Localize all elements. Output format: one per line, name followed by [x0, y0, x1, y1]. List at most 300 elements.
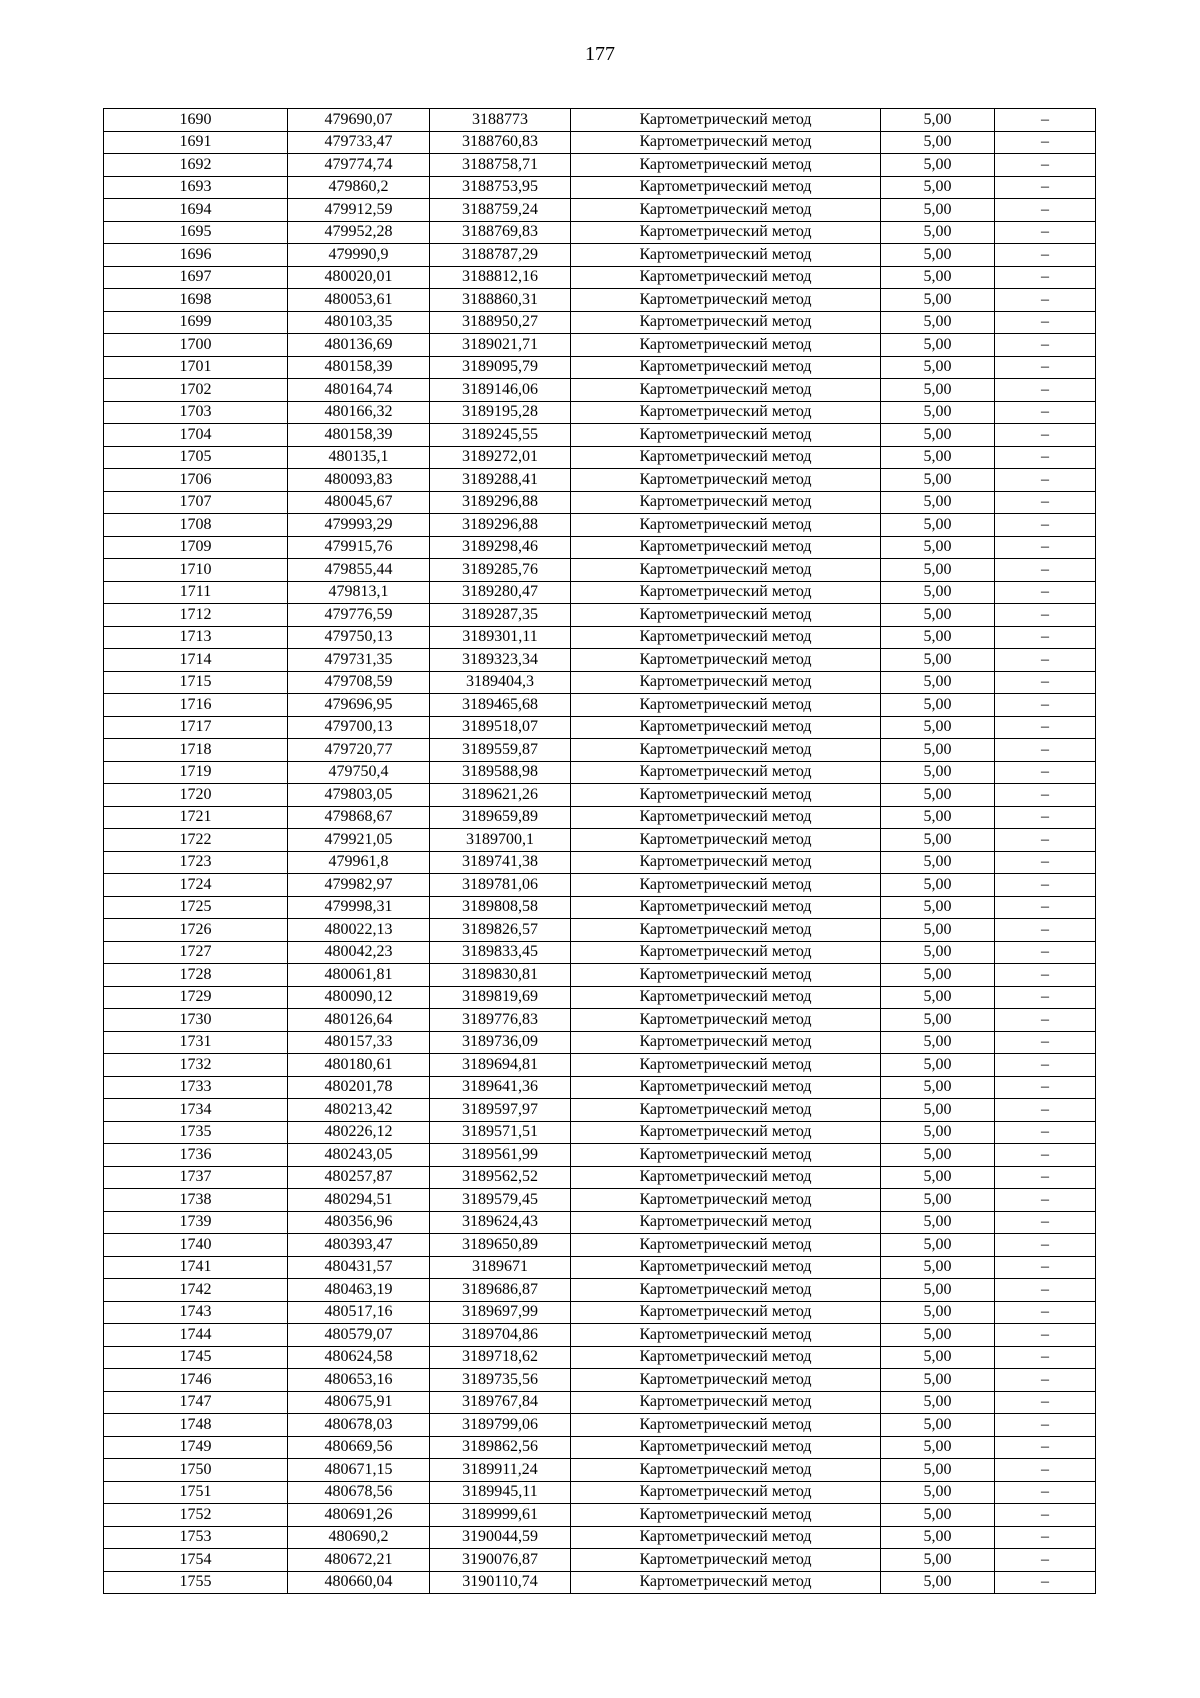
method-cell: Картометрический метод [571, 176, 881, 199]
accuracy-cell: 5,00 [881, 874, 995, 897]
method-cell: Картометрический метод [571, 1234, 881, 1257]
note-cell: – [995, 1571, 1096, 1594]
note-cell: – [995, 1076, 1096, 1099]
y-coordinate-cell: 3189021,71 [430, 334, 571, 357]
x-coordinate-cell: 479690,07 [288, 109, 430, 132]
accuracy-cell: 5,00 [881, 1279, 995, 1302]
accuracy-cell: 5,00 [881, 1481, 995, 1504]
method-cell: Картометрический метод [571, 1009, 881, 1032]
note-cell: – [995, 536, 1096, 559]
table-row [104, 1256, 1096, 1279]
y-coordinate-cell: 3189095,79 [430, 356, 571, 379]
table-row [104, 829, 1096, 852]
table-row [104, 626, 1096, 649]
note-cell: – [995, 1054, 1096, 1077]
method-cell: Картометрический метод [571, 244, 881, 267]
method-cell: Картометрический метод [571, 1414, 881, 1437]
y-coordinate-cell: 3189735,56 [430, 1369, 571, 1392]
point-number-cell: 1745 [104, 1346, 288, 1369]
x-coordinate-cell: 480201,78 [288, 1076, 430, 1099]
method-cell: Картометрический метод [571, 1211, 881, 1234]
table-row [104, 761, 1096, 784]
note-cell: – [995, 851, 1096, 874]
note-cell: – [995, 1459, 1096, 1482]
table-row [104, 1121, 1096, 1144]
point-number-cell: 1728 [104, 964, 288, 987]
note-cell: – [995, 716, 1096, 739]
accuracy-cell: 5,00 [881, 829, 995, 852]
method-cell: Картометрический метод [571, 581, 881, 604]
table-row [104, 289, 1096, 312]
accuracy-cell: 5,00 [881, 1369, 995, 1392]
accuracy-cell: 5,00 [881, 536, 995, 559]
point-number-cell: 1713 [104, 626, 288, 649]
point-number-cell: 1733 [104, 1076, 288, 1099]
x-coordinate-cell: 479855,44 [288, 559, 430, 582]
method-cell: Картометрический метод [571, 1571, 881, 1594]
method-cell: Картометрический метод [571, 1436, 881, 1459]
method-cell: Картометрический метод [571, 131, 881, 154]
y-coordinate-cell: 3189296,88 [430, 491, 571, 514]
table-row [104, 446, 1096, 469]
point-number-cell: 1719 [104, 761, 288, 784]
accuracy-cell: 5,00 [881, 154, 995, 177]
note-cell: – [995, 919, 1096, 942]
x-coordinate-cell: 480653,16 [288, 1369, 430, 1392]
x-coordinate-cell: 480671,15 [288, 1459, 430, 1482]
x-coordinate-cell: 480579,07 [288, 1324, 430, 1347]
table-row [104, 424, 1096, 447]
table-row [104, 536, 1096, 559]
method-cell: Картометрический метод [571, 1256, 881, 1279]
table-row [104, 874, 1096, 897]
accuracy-cell: 5,00 [881, 109, 995, 132]
method-cell: Картометрический метод [571, 919, 881, 942]
accuracy-cell: 5,00 [881, 986, 995, 1009]
accuracy-cell: 5,00 [881, 784, 995, 807]
table-row [104, 694, 1096, 717]
x-coordinate-cell: 479860,2 [288, 176, 430, 199]
point-number-cell: 1738 [104, 1189, 288, 1212]
note-cell: – [995, 1144, 1096, 1167]
x-coordinate-cell: 480164,74 [288, 379, 430, 402]
table-row [104, 1234, 1096, 1257]
table-row [104, 1391, 1096, 1414]
y-coordinate-cell: 3188787,29 [430, 244, 571, 267]
note-cell: – [995, 1414, 1096, 1437]
coordinates-table [103, 108, 1096, 1594]
note-cell: – [995, 1324, 1096, 1347]
accuracy-cell: 5,00 [881, 1324, 995, 1347]
x-coordinate-cell: 480257,87 [288, 1166, 430, 1189]
note-cell: – [995, 1211, 1096, 1234]
y-coordinate-cell: 3188769,83 [430, 221, 571, 244]
method-cell: Картометрический метод [571, 266, 881, 289]
y-coordinate-cell: 3189826,57 [430, 919, 571, 942]
accuracy-cell: 5,00 [881, 761, 995, 784]
y-coordinate-cell: 3188812,16 [430, 266, 571, 289]
x-coordinate-cell: 479921,05 [288, 829, 430, 852]
y-coordinate-cell: 3189697,99 [430, 1301, 571, 1324]
table-row [104, 1301, 1096, 1324]
table-row [104, 806, 1096, 829]
y-coordinate-cell: 3189272,01 [430, 446, 571, 469]
table-row [104, 739, 1096, 762]
x-coordinate-cell: 480624,58 [288, 1346, 430, 1369]
point-number-cell: 1732 [104, 1054, 288, 1077]
table-row [104, 491, 1096, 514]
point-number-cell: 1729 [104, 986, 288, 1009]
method-cell: Картометрический метод [571, 446, 881, 469]
table-row [104, 266, 1096, 289]
y-coordinate-cell: 3189285,76 [430, 559, 571, 582]
point-number-cell: 1739 [104, 1211, 288, 1234]
accuracy-cell: 5,00 [881, 941, 995, 964]
method-cell: Картометрический метод [571, 604, 881, 627]
accuracy-cell: 5,00 [881, 356, 995, 379]
point-number-cell: 1742 [104, 1279, 288, 1302]
note-cell: – [995, 964, 1096, 987]
note-cell: – [995, 311, 1096, 334]
accuracy-cell: 5,00 [881, 1099, 995, 1122]
note-cell: – [995, 244, 1096, 267]
x-coordinate-cell: 480669,56 [288, 1436, 430, 1459]
point-number-cell: 1735 [104, 1121, 288, 1144]
x-coordinate-cell: 479803,05 [288, 784, 430, 807]
table-row [104, 1414, 1096, 1437]
accuracy-cell: 5,00 [881, 1166, 995, 1189]
table-row [104, 154, 1096, 177]
x-coordinate-cell: 480678,03 [288, 1414, 430, 1437]
accuracy-cell: 5,00 [881, 379, 995, 402]
method-cell: Картометрический метод [571, 1166, 881, 1189]
table-row [104, 1144, 1096, 1167]
method-cell: Картометрический метод [571, 491, 881, 514]
y-coordinate-cell: 3189323,34 [430, 649, 571, 672]
point-number-cell: 1704 [104, 424, 288, 447]
x-coordinate-cell: 480393,47 [288, 1234, 430, 1257]
x-coordinate-cell: 480157,33 [288, 1031, 430, 1054]
table-row [104, 671, 1096, 694]
point-number-cell: 1731 [104, 1031, 288, 1054]
x-coordinate-cell: 480243,05 [288, 1144, 430, 1167]
note-cell: – [995, 1369, 1096, 1392]
point-number-cell: 1736 [104, 1144, 288, 1167]
point-number-cell: 1721 [104, 806, 288, 829]
y-coordinate-cell: 3189945,11 [430, 1481, 571, 1504]
x-coordinate-cell: 480103,35 [288, 311, 430, 334]
method-cell: Картометрический метод [571, 1279, 881, 1302]
accuracy-cell: 5,00 [881, 716, 995, 739]
point-number-cell: 1703 [104, 401, 288, 424]
y-coordinate-cell: 3189700,1 [430, 829, 571, 852]
accuracy-cell: 5,00 [881, 559, 995, 582]
coordinates-table-body [104, 109, 1096, 1594]
note-cell: – [995, 1256, 1096, 1279]
y-coordinate-cell: 3188773 [430, 109, 571, 132]
accuracy-cell: 5,00 [881, 1526, 995, 1549]
note-cell: – [995, 941, 1096, 964]
note-cell: – [995, 1009, 1096, 1032]
accuracy-cell: 5,00 [881, 1301, 995, 1324]
method-cell: Картометрический метод [571, 626, 881, 649]
accuracy-cell: 5,00 [881, 694, 995, 717]
point-number-cell: 1691 [104, 131, 288, 154]
method-cell: Картометрический метод [571, 806, 881, 829]
y-coordinate-cell: 3189559,87 [430, 739, 571, 762]
point-number-cell: 1734 [104, 1099, 288, 1122]
method-cell: Картометрический метод [571, 784, 881, 807]
method-cell: Картометрический метод [571, 424, 881, 447]
table-row [104, 221, 1096, 244]
point-number-cell: 1709 [104, 536, 288, 559]
table-row [104, 784, 1096, 807]
note-cell: – [995, 1031, 1096, 1054]
x-coordinate-cell: 480045,67 [288, 491, 430, 514]
x-coordinate-cell: 480660,04 [288, 1571, 430, 1594]
x-coordinate-cell: 479982,97 [288, 874, 430, 897]
table-row [104, 964, 1096, 987]
table-row [104, 1571, 1096, 1594]
x-coordinate-cell: 479696,95 [288, 694, 430, 717]
y-coordinate-cell: 3189301,11 [430, 626, 571, 649]
accuracy-cell: 5,00 [881, 1144, 995, 1167]
point-number-cell: 1723 [104, 851, 288, 874]
accuracy-cell: 5,00 [881, 1031, 995, 1054]
point-number-cell: 1690 [104, 109, 288, 132]
note-cell: – [995, 626, 1096, 649]
method-cell: Картометрический метод [571, 1526, 881, 1549]
point-number-cell: 1696 [104, 244, 288, 267]
point-number-cell: 1707 [104, 491, 288, 514]
x-coordinate-cell: 479912,59 [288, 199, 430, 222]
note-cell: – [995, 334, 1096, 357]
point-number-cell: 1702 [104, 379, 288, 402]
x-coordinate-cell: 480020,01 [288, 266, 430, 289]
page-number: 177 [585, 43, 615, 65]
table-row [104, 986, 1096, 1009]
table-row [104, 401, 1096, 424]
method-cell: Картометрический метод [571, 716, 881, 739]
y-coordinate-cell: 3190076,87 [430, 1549, 571, 1572]
x-coordinate-cell: 479813,1 [288, 581, 430, 604]
y-coordinate-cell: 3189287,35 [430, 604, 571, 627]
accuracy-cell: 5,00 [881, 1009, 995, 1032]
y-coordinate-cell: 3189650,89 [430, 1234, 571, 1257]
point-number-cell: 1730 [104, 1009, 288, 1032]
note-cell: – [995, 109, 1096, 132]
note-cell: – [995, 469, 1096, 492]
x-coordinate-cell: 480690,2 [288, 1526, 430, 1549]
accuracy-cell: 5,00 [881, 176, 995, 199]
note-cell: – [995, 1234, 1096, 1257]
point-number-cell: 1749 [104, 1436, 288, 1459]
x-coordinate-cell: 480136,69 [288, 334, 430, 357]
table-row [104, 1549, 1096, 1572]
accuracy-cell: 5,00 [881, 1346, 995, 1369]
x-coordinate-cell: 479700,13 [288, 716, 430, 739]
method-cell: Картометрический метод [571, 199, 881, 222]
note-cell: – [995, 581, 1096, 604]
x-coordinate-cell: 479720,77 [288, 739, 430, 762]
point-number-cell: 1705 [104, 446, 288, 469]
y-coordinate-cell: 3189741,38 [430, 851, 571, 874]
accuracy-cell: 5,00 [881, 604, 995, 627]
note-cell: – [995, 896, 1096, 919]
method-cell: Картометрический метод [571, 1459, 881, 1482]
point-number-cell: 1741 [104, 1256, 288, 1279]
point-number-cell: 1708 [104, 514, 288, 537]
method-cell: Картометрический метод [571, 1391, 881, 1414]
table-row [104, 1459, 1096, 1482]
point-number-cell: 1718 [104, 739, 288, 762]
accuracy-cell: 5,00 [881, 1256, 995, 1279]
point-number-cell: 1695 [104, 221, 288, 244]
point-number-cell: 1710 [104, 559, 288, 582]
note-cell: – [995, 671, 1096, 694]
table-row [104, 469, 1096, 492]
note-cell: – [995, 784, 1096, 807]
y-coordinate-cell: 3189736,09 [430, 1031, 571, 1054]
method-cell: Картометрический метод [571, 559, 881, 582]
accuracy-cell: 5,00 [881, 1076, 995, 1099]
accuracy-cell: 5,00 [881, 311, 995, 334]
note-cell: – [995, 1526, 1096, 1549]
x-coordinate-cell: 480691,26 [288, 1504, 430, 1527]
y-coordinate-cell: 3189588,98 [430, 761, 571, 784]
x-coordinate-cell: 479868,67 [288, 806, 430, 829]
accuracy-cell: 5,00 [881, 1414, 995, 1437]
y-coordinate-cell: 3189686,87 [430, 1279, 571, 1302]
point-number-cell: 1714 [104, 649, 288, 672]
accuracy-cell: 5,00 [881, 424, 995, 447]
point-number-cell: 1699 [104, 311, 288, 334]
table-row [104, 1054, 1096, 1077]
table-row [104, 941, 1096, 964]
y-coordinate-cell: 3188950,27 [430, 311, 571, 334]
x-coordinate-cell: 479998,31 [288, 896, 430, 919]
table-row [104, 1346, 1096, 1369]
table-row [104, 356, 1096, 379]
accuracy-cell: 5,00 [881, 1234, 995, 1257]
table-row [104, 1324, 1096, 1347]
table-row [104, 1031, 1096, 1054]
y-coordinate-cell: 3189808,58 [430, 896, 571, 919]
note-cell: – [995, 1121, 1096, 1144]
x-coordinate-cell: 480042,23 [288, 941, 430, 964]
note-cell: – [995, 1279, 1096, 1302]
y-coordinate-cell: 3189704,86 [430, 1324, 571, 1347]
x-coordinate-cell: 480517,16 [288, 1301, 430, 1324]
y-coordinate-cell: 3189641,36 [430, 1076, 571, 1099]
method-cell: Картометрический метод [571, 649, 881, 672]
note-cell: – [995, 1504, 1096, 1527]
method-cell: Картометрический метод [571, 739, 881, 762]
method-cell: Картометрический метод [571, 761, 881, 784]
point-number-cell: 1724 [104, 874, 288, 897]
y-coordinate-cell: 3188753,95 [430, 176, 571, 199]
y-coordinate-cell: 3189911,24 [430, 1459, 571, 1482]
x-coordinate-cell: 480053,61 [288, 289, 430, 312]
x-coordinate-cell: 479731,35 [288, 649, 430, 672]
point-number-cell: 1754 [104, 1549, 288, 1572]
x-coordinate-cell: 480166,32 [288, 401, 430, 424]
x-coordinate-cell: 480678,56 [288, 1481, 430, 1504]
x-coordinate-cell: 480061,81 [288, 964, 430, 987]
accuracy-cell: 5,00 [881, 649, 995, 672]
note-cell: – [995, 446, 1096, 469]
table-row [104, 334, 1096, 357]
note-cell: – [995, 1549, 1096, 1572]
x-coordinate-cell: 479708,59 [288, 671, 430, 694]
method-cell: Картометрический метод [571, 851, 881, 874]
note-cell: – [995, 1301, 1096, 1324]
table-row [104, 514, 1096, 537]
x-coordinate-cell: 480356,96 [288, 1211, 430, 1234]
accuracy-cell: 5,00 [881, 1391, 995, 1414]
table-row [104, 1076, 1096, 1099]
y-coordinate-cell: 3188860,31 [430, 289, 571, 312]
note-cell: – [995, 199, 1096, 222]
point-number-cell: 1755 [104, 1571, 288, 1594]
y-coordinate-cell: 3189296,88 [430, 514, 571, 537]
accuracy-cell: 5,00 [881, 1459, 995, 1482]
accuracy-cell: 5,00 [881, 491, 995, 514]
note-cell: – [995, 1166, 1096, 1189]
y-coordinate-cell: 3189597,97 [430, 1099, 571, 1122]
point-number-cell: 1698 [104, 289, 288, 312]
note-cell: – [995, 986, 1096, 1009]
y-coordinate-cell: 3188760,83 [430, 131, 571, 154]
y-coordinate-cell: 3189465,68 [430, 694, 571, 717]
note-cell: – [995, 1346, 1096, 1369]
note-cell: – [995, 559, 1096, 582]
table-row [104, 649, 1096, 672]
method-cell: Картометрический метод [571, 694, 881, 717]
point-number-cell: 1701 [104, 356, 288, 379]
accuracy-cell: 5,00 [881, 581, 995, 604]
y-coordinate-cell: 3189621,26 [430, 784, 571, 807]
x-coordinate-cell: 480090,12 [288, 986, 430, 1009]
y-coordinate-cell: 3190110,74 [430, 1571, 571, 1594]
y-coordinate-cell: 3189659,89 [430, 806, 571, 829]
y-coordinate-cell: 3189245,55 [430, 424, 571, 447]
table-row [104, 581, 1096, 604]
point-number-cell: 1717 [104, 716, 288, 739]
method-cell: Картометрический метод [571, 1301, 881, 1324]
method-cell: Картометрический метод [571, 1031, 881, 1054]
accuracy-cell: 5,00 [881, 131, 995, 154]
table-row [104, 311, 1096, 334]
method-cell: Картометрический метод [571, 1481, 881, 1504]
note-cell: – [995, 1436, 1096, 1459]
table-row [104, 559, 1096, 582]
method-cell: Картометрический метод [571, 941, 881, 964]
table-row [104, 896, 1096, 919]
y-coordinate-cell: 3189819,69 [430, 986, 571, 1009]
note-cell: – [995, 806, 1096, 829]
accuracy-cell: 5,00 [881, 1121, 995, 1144]
note-cell: – [995, 379, 1096, 402]
note-cell: – [995, 154, 1096, 177]
method-cell: Картометрический метод [571, 1099, 881, 1122]
note-cell: – [995, 514, 1096, 537]
table-row [104, 1166, 1096, 1189]
point-number-cell: 1726 [104, 919, 288, 942]
table-row [104, 1504, 1096, 1527]
table-row [104, 176, 1096, 199]
accuracy-cell: 5,00 [881, 1571, 995, 1594]
